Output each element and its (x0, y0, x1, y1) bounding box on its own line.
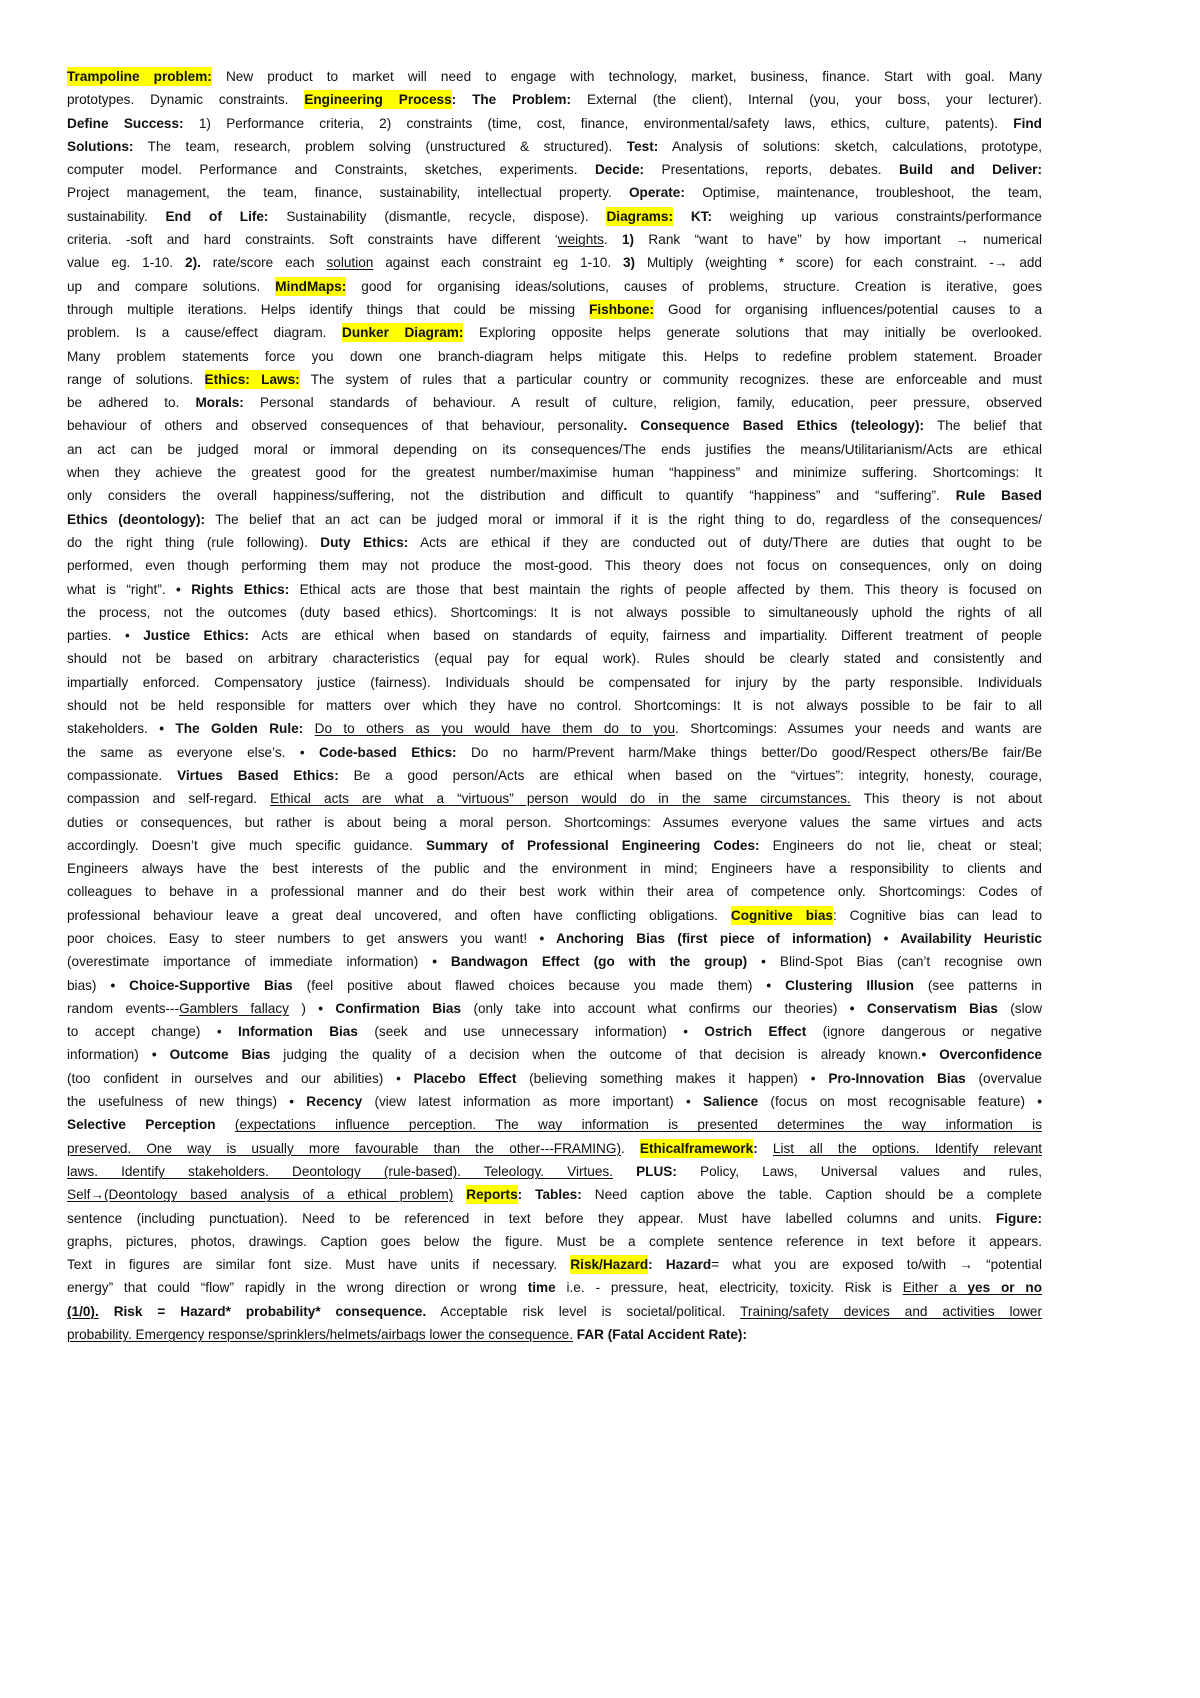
text-run: judging the quality of a decision when the outcome of that decision is already known. (270, 1047, 922, 1063)
bold-term: Summary of Professional Engineering Codes: (425, 837, 760, 853)
bold-term: Information Bias (238, 1024, 358, 1040)
text-line (67, 624, 1042, 647)
text-line (67, 345, 1042, 368)
bold-term: Rule Based (955, 488, 1042, 504)
text-line (67, 1207, 1042, 1230)
bold-term: Build and Deliver: (899, 162, 1042, 178)
underlined-text: List all the options. Identify relevant (772, 1140, 1043, 1156)
text-run: . Shortcomings: Assumes your needs and wants are (675, 721, 1042, 737)
text-run: should not be based on arbitrary characteristics (equal pay for equal work). Rules should be clearly stated and consistently and (67, 651, 1042, 667)
underlined-text: (expectations influence perception. The way information is presented determines the way information is (234, 1117, 1042, 1133)
text-run: i.e. - pressure, heat, electricity, toxicity. Risk is (555, 1280, 903, 1296)
text-line (67, 438, 1042, 461)
text-run: (slow (997, 1000, 1043, 1016)
text-run: (seek and use unnecessary information) • (357, 1024, 705, 1040)
text-run: weighing up various constraints/performance (712, 208, 1042, 224)
highlighted-heading: Diagrams: (606, 208, 673, 224)
text-run: (overvalue (965, 1070, 1042, 1086)
text-run: problem. Is a cause/effect diagram. (67, 325, 343, 341)
bold-term: Duty Ethics: (320, 534, 409, 550)
bold-term: • Conservatism Bias (849, 1000, 998, 1016)
bold-term: PLUS: (612, 1163, 677, 1179)
text-run: Optimise, maintenance, troubleshoot, the team, (684, 185, 1042, 201)
bold-term: 2). (185, 255, 201, 271)
text-line (67, 857, 1042, 880)
text-run: Ethical acts are those that best maintain the rights of people affected by them. This theory is focused on (289, 581, 1042, 597)
text-line (67, 601, 1042, 624)
text-run: (see patterns in (913, 977, 1042, 993)
highlighted-heading: Ethics: Laws: (204, 371, 300, 387)
bold-term: 1) (622, 232, 635, 248)
text-run: Exploring opposite helps generate solutions that may initially be overlooked. (463, 325, 1042, 341)
bold-term: Test: (626, 138, 659, 154)
bold-term: : Tables: (517, 1187, 582, 1203)
bold-term: Define Success: (67, 115, 184, 131)
highlighted-heading: Fishbone: (589, 301, 655, 317)
text-run: Engineers always have the best interests of the public and the environment in mind; Engineers have a responsibility to clients and (67, 861, 1042, 877)
text-line (67, 1300, 1042, 1323)
text-run: through multiple iterations. Helps identify things that could be missing (67, 301, 590, 317)
text-run: duties or consequences, but rather is about being a moral person. Shortcomings: Assumes everyone values the same virtues and acts (67, 814, 1042, 830)
text-run: Personal standards of behaviour. A result of culture, religion, family, education, peer pressure, observed (243, 395, 1042, 411)
highlighted-heading: Engineering Process (304, 92, 452, 108)
text-run: compassionate. (67, 767, 178, 783)
bold-term: • (1037, 1094, 1042, 1110)
bold-term: Selective Perception (67, 1117, 235, 1133)
text-run: (view latest information as more important) • (362, 1094, 703, 1110)
text-line (67, 1043, 1042, 1066)
text-line (67, 578, 1042, 601)
bold-term: : Hazard (648, 1257, 712, 1273)
text-run: what is “right”. (67, 581, 177, 597)
text-run: sustainability. (67, 208, 166, 224)
text-run: : Cognitive bias can lead to (832, 907, 1043, 923)
text-line (67, 1090, 1042, 1113)
text-run: value eg. 1-10. (67, 255, 186, 271)
text-run: The belief that (924, 418, 1042, 434)
highlighted-heading: Reports (466, 1187, 518, 1203)
text-line (67, 251, 1042, 274)
text-line (67, 927, 1042, 950)
text-run: be adhered to. (67, 395, 196, 411)
highlighted-heading: Risk/Hazard (570, 1257, 649, 1273)
text-line (67, 205, 1042, 228)
text-run: Multiply (weighting * score) for each constraint. -→ add (635, 255, 1042, 271)
bold-term: Ostrich Effect (704, 1024, 807, 1040)
bold-term: • Rights Ethics: (176, 581, 290, 597)
text-run: The team, research, problem solving (unstructured & structured). (133, 138, 627, 154)
underlined-text: preserved. One way is usually more favourable than the other---FRAMING) (67, 1140, 621, 1156)
bold-term: Morals: (195, 395, 244, 411)
bold-underlined-text: yes or no (967, 1280, 1043, 1296)
text-line (67, 368, 1042, 391)
text-run: Need caption above the table. Caption should be a complete (581, 1187, 1042, 1203)
bold-term: Recency (306, 1094, 363, 1110)
text-run: the usefulness of new things) • (67, 1094, 307, 1110)
text-line (67, 671, 1042, 694)
text-run: do the right thing (rule following). (67, 534, 321, 550)
bold-term: 3) (623, 255, 636, 271)
text-line (67, 1230, 1042, 1253)
highlighted-heading: Cognitive bias (730, 907, 833, 923)
bold-term: Risk = Hazard* probability* consequence. (98, 1303, 427, 1319)
text-run: • Blind-Spot Bias (can’t recognise own (747, 954, 1042, 970)
bold-term: • The Golden Rule: (159, 721, 315, 737)
text-line (67, 275, 1042, 298)
notes-body (67, 65, 1042, 1346)
text-run: criteria. -soft and hard constraints. Soft constraints have different ‘ (67, 232, 558, 248)
underlined-text: Self→(Deontology based analysis of a ethical problem) (67, 1187, 454, 1203)
bold-term: Decide: (594, 162, 645, 178)
text-run: Project management, the team, finance, sustainability, intellectual property. (67, 185, 629, 201)
bold-term: • Outcome Bias (151, 1047, 271, 1063)
text-run: Analysis of solutions: sketch, calculations, prototype, (658, 138, 1042, 154)
text-run: compassion and self-regard. (67, 791, 271, 807)
text-line (67, 880, 1042, 903)
bold-term: : (753, 1140, 773, 1156)
text-run: when they achieve the greatest good for the greatest number/maximise human “happiness” and minimize suffering. Shortcomings: It (67, 465, 1042, 481)
text-run: poor choices. Easy to steer numbers to get answers you want! (67, 930, 540, 946)
text-line (67, 414, 1042, 437)
text-run: professional behaviour leave a great deal uncovered, and often have conflicting obligations. (67, 907, 731, 923)
bold-term: : The Problem: (451, 92, 572, 108)
text-run: = what you are exposed to/with → “potential (711, 1257, 1043, 1273)
text-run: computer model. Performance and Constraints, sketches, experiments. (67, 162, 595, 178)
text-line (67, 741, 1042, 764)
text-run: (focus on most recognisable feature) (758, 1094, 1038, 1110)
text-run: graphs, pictures, photos, drawings. Caption goes below the figure. Must be a complete sentence reference in text before it appears. (67, 1233, 1042, 1249)
text-line (67, 1137, 1042, 1160)
text-run: only considers the overall happiness/suffering, not the distribution and difficult to quantify “happiness” and “suffering”. (67, 488, 956, 504)
highlighted-heading: Dunker Diagram: (342, 325, 464, 341)
text-run: sentence (including punctuation). Need to be referenced in text before they appear. Must have labelled columns and units. (67, 1210, 996, 1226)
underlined-text: solution (326, 255, 374, 271)
text-run: parties. • (67, 628, 144, 644)
text-run: Many problem statements force you down one branch-diagram helps mitigate this. Helps to redefine problem statement. Broader (67, 348, 1042, 364)
bold-term: Ethics (deontology): (67, 511, 206, 527)
text-line (67, 904, 1042, 927)
bold-term: time (527, 1280, 556, 1296)
bold-term: Pro-Innovation Bias (828, 1070, 966, 1086)
text-run: The belief that an act can be judged moral or immoral if it is the right thing to do, regardless of the consequences/ (205, 511, 1043, 527)
text-run: . (603, 232, 622, 248)
bold-term: Code-based Ethics: (319, 744, 457, 760)
text-run: Acceptable risk level is societal/political. (426, 1303, 741, 1319)
text-run: (believing something makes it happen) • (516, 1070, 829, 1086)
bold-term: Figure: (995, 1210, 1042, 1226)
text-line (67, 787, 1042, 810)
text-run: Text in figures are similar font size. Must have units if necessary. (67, 1257, 571, 1273)
text-run: New product to market will need to engage with technology, market, business, finance. Start with goal. Many (211, 69, 1042, 84)
text-line (67, 135, 1042, 158)
bold-term: End of Life: (165, 208, 269, 224)
text-run: bias) (67, 977, 111, 993)
text-line (67, 974, 1042, 997)
underlined-text: Gamblers fallacy (179, 1000, 289, 1016)
highlighted-heading: Trampoline problem: (67, 69, 212, 84)
bold-term: . Consequence Based Ethics (teleology): (623, 418, 925, 434)
underlined-text: weights (557, 232, 604, 248)
bold-term: FAR (Fatal Accident Rate): (573, 1327, 747, 1343)
text-run: (ignore dangerous or negative (806, 1024, 1042, 1040)
text-run: Engineers do not lie, cheat or steal; (759, 837, 1042, 853)
text-line (67, 88, 1042, 111)
text-line (67, 391, 1042, 414)
bold-underlined-text: (1/0). (67, 1303, 99, 1319)
text-line (67, 112, 1042, 135)
text-line (67, 1323, 1042, 1346)
bold-term: Justice Ethics: (143, 628, 249, 644)
bold-term: Placebo Effect (413, 1070, 517, 1086)
text-run: Rank “want to have” by how important → numerical (634, 232, 1042, 248)
underlined-text: probability. Emergency response/sprinklers/helmets/airbags lower the consequence. (67, 1327, 573, 1343)
text-run: Do no harm/Prevent harm/Make things better/Do good/Respect others/Be fair/Be (456, 744, 1043, 760)
text-line (67, 1183, 1042, 1206)
underlined-text: Ethical acts are what a “virtuous” person would do in the same circumstances. (270, 791, 851, 807)
text-run: stakeholders. (67, 721, 160, 737)
text-line (67, 1253, 1042, 1276)
text-run: against each constraint eg 1-10. (373, 255, 623, 271)
bold-term: • Confirmation Bias (318, 1000, 462, 1016)
text-run: (too confident in ourselves and our abilities) • (67, 1070, 414, 1086)
text-run: ) (288, 1000, 319, 1016)
text-run: Good for organising influences/potential causes to a (654, 301, 1042, 317)
text-run: (overestimate importance of immediate information) (67, 954, 433, 970)
text-line (67, 484, 1042, 507)
text-run: Acts are ethical if they are conducted out of duty/There are duties that ought to be (408, 534, 1042, 550)
text-run: . (620, 1140, 640, 1156)
text-run: The system of rules that a particular country or community recognizes. these are enforceable and must (299, 371, 1042, 387)
text-run: colleagues to behave in a professional manner and do their best work within their area of competence only. Shortcomings: Codes of (67, 884, 1042, 900)
text-line (67, 321, 1042, 344)
underlined-text: Do to others as you would have them do to you (314, 721, 676, 737)
text-run: the same as everyone else’s. • (67, 744, 320, 760)
text-run: External (the client), Internal (you, your boss, your lecturer). (571, 92, 1042, 108)
text-run: Sustainability (dismantle, recycle, dispose). (268, 208, 607, 224)
text-line (67, 158, 1042, 181)
text-run: an act can be judged moral or immoral depending on its consequences/The ends justifies the means/Utilitarianism/Acts are ethical (67, 441, 1042, 457)
highlighted-heading: Ethicalframework (639, 1140, 754, 1156)
text-run: to accept change) • (67, 1024, 239, 1040)
text-run: range of solutions. (67, 371, 205, 387)
text-run: Presentations, reports, debates. (644, 162, 900, 178)
text-run: (feel positive about flawed choices because you made them) (292, 977, 767, 993)
text-line (67, 1113, 1042, 1136)
text-run: energy” that could “flow” rapidly in the wrong direction or wrong (67, 1280, 528, 1296)
text-run: 1) Performance criteria, 2) constraints (time, cost, finance, environmental/safety laws, ethics, culture, patents). (183, 115, 1014, 131)
text-run: performed, even though performing them may not produce the most-good. This theory does not focus on consequences, only on doing (67, 558, 1042, 574)
bold-term: Find (1013, 115, 1042, 131)
text-run: prototypes. Dynamic constraints. (67, 92, 305, 108)
bold-term: • Overconfidence (921, 1047, 1042, 1063)
underlined-text: Either a (902, 1280, 968, 1296)
text-line (67, 764, 1042, 787)
text-run: behaviour of others and observed consequences of that behaviour, personality (67, 418, 624, 434)
text-line (67, 834, 1042, 857)
text-line (67, 811, 1042, 834)
bold-term: • Clustering Illusion (766, 977, 914, 993)
underlined-text: Training/safety devices and activities lower (740, 1303, 1042, 1319)
bold-term: • Bandwagon Effect (go with the group) (432, 954, 748, 970)
bold-term: • Choice-Supportive Bias (110, 977, 293, 993)
text-run: random events--- (67, 1000, 180, 1016)
text-line (67, 647, 1042, 670)
text-run: (only take into account what confirms our theories) (461, 1000, 850, 1016)
text-line (67, 1020, 1042, 1043)
bold-term: Solutions: (67, 138, 134, 154)
text-run: Policy, Laws, Universal values and rules, (676, 1163, 1042, 1179)
text-run: accordingly. Doesn’t give much specific guidance. (67, 837, 426, 853)
text-line (67, 508, 1042, 531)
text-line (67, 717, 1042, 740)
text-line (67, 461, 1042, 484)
text-run: This theory is not about (850, 791, 1042, 807)
text-line (67, 1067, 1042, 1090)
text-line (67, 950, 1042, 973)
bold-term: Operate: (628, 185, 685, 201)
text-run: good for organising ideas/solutions, causes of problems, structure. Creation is iterative, goes (346, 278, 1042, 294)
text-line (67, 997, 1042, 1020)
text-line (67, 694, 1042, 717)
text-line (67, 181, 1042, 204)
text-line (67, 531, 1042, 554)
text-line (67, 228, 1042, 251)
text-line (67, 65, 1042, 88)
text-run: up and compare solutions. (67, 278, 276, 294)
text-run: impartially enforced. Compensatory justice (fairness). Individuals should be compensated for injury by the party responsible. Individuals (67, 674, 1042, 690)
text-line (67, 554, 1042, 577)
text-run: the process, not the outcomes (duty based ethics). Shortcomings: It is not always possible to simultaneously uphold the rights of all (67, 604, 1042, 620)
text-run: information) (67, 1047, 152, 1063)
bold-term: • Anchoring Bias (first piece of information) • Availability Heuristic (539, 930, 1042, 946)
bold-term: KT: (672, 208, 712, 224)
text-run: Be a good person/Acts are ethical when based on the “virtues”: integrity, honesty, courage, (338, 767, 1043, 783)
text-run: rate/score each (200, 255, 327, 271)
bold-term: Virtues Based Ethics: (177, 767, 339, 783)
text-run (453, 1187, 466, 1202)
highlighted-heading: MindMaps: (275, 278, 347, 294)
text-line (67, 1160, 1042, 1183)
bold-term: Salience (702, 1094, 759, 1110)
text-run: Acts are ethical when based on standards of equity, fairness and impartiality. Different treatment of people (248, 628, 1042, 644)
text-run: should not be held responsible for matters over which they have no control. Shortcomings: It is not always possible to be fair to all (67, 698, 1042, 714)
text-line (67, 1276, 1042, 1299)
text-line (67, 298, 1042, 321)
underlined-text: laws. Identify stakeholders. Deontology (rule-based). Teleology. Virtues. (67, 1163, 613, 1179)
